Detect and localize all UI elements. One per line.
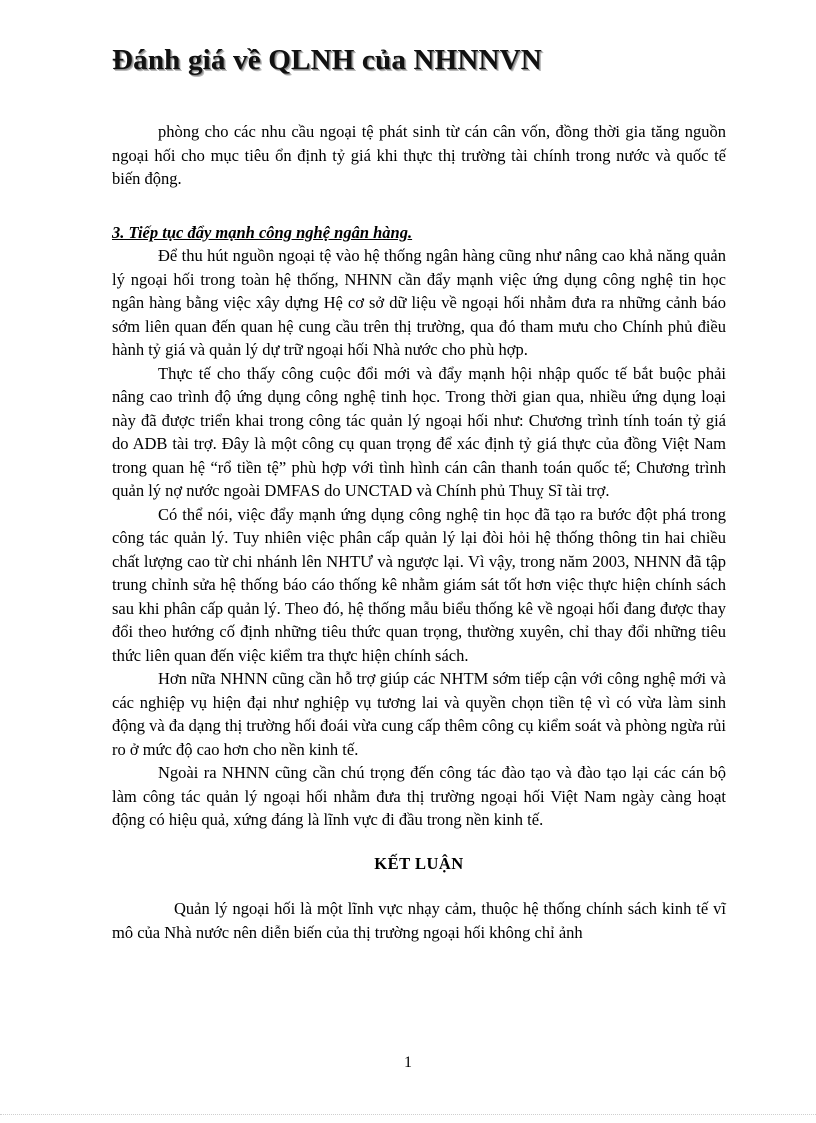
paragraph-1: Để thu hút nguồn ngoại tệ vào hệ thống ngân hàng cũng như nâng cao khả năng quản lý ngoại hối trong toàn hệ thống, NHNN cần đẩy mạnh việc ứng dụng công nghệ tin học ngân hàng bằng việc xây dựng Hệ cơ sở dữ liệu về ngoại hối nhằm đưa ra những cảnh báo sớm liên quan đến quan hệ cung cầu trên thị trường, qua đó tham mưu cho Chính phủ điều hành tỷ giá và quản lý dự trữ ngoại hối Nhà nước cho phù hợp. — [112, 246, 726, 359]
page-number: 1 — [404, 1054, 412, 1071]
conclusion-paragraph: Quản lý ngoại hối là một lĩnh vực nhạy cảm, thuộc hệ thống chính sách kinh tế vĩ mô của Nhà nước nên diễn biến của thị trường ngoại hối không chỉ ảnh — [112, 899, 726, 942]
intro-paragraph: phòng cho các nhu cầu ngoại tệ phát sinh từ cán cân vốn, đồng thời gia tăng nguồn ngoại hối cho mục tiêu ổn định tỷ giá khi thực thị trường tài chính trong nước và quốc tế biến động. — [112, 122, 726, 188]
paragraph-5: Ngoài ra NHNN cũng cần chú trọng đến công tác đào tạo và đào tạo lại các cán bộ làm công tác quản lý ngoại hối nhằm đưa thị trường ngoại hối Việt Nam ngày càng hoạt động có hiệu quả, xứng đáng là lĩnh vực đi đầu trong nền kinh tế. — [112, 763, 726, 829]
page-header-title: Đánh giá về QLNH của NHNNVN — [112, 44, 542, 76]
paragraph-3: Có thể nói, việc đẩy mạnh ứng dụng công nghệ tin học đã tạo ra bước đột phá trong công tác quản lý. Tuy nhiên việc phân cấp quản lý lại đòi hỏi hệ thống thông tin hai chiều chất lượng cao từ chi nhánh lên NHTƯ và ngược lại. Vì vậy, trong năm 2003, NHNN đã tập trung chỉnh sửa hệ thống báo cáo thống kê nhằm giám sát tốt hơn việc thực hiện chính sách sau khi phân cấp quản lý. Theo đó, hệ thống mẫu biểu thống kê về ngoại hối đang được thay đổi theo hướng cố định những tiêu thức quan trọng, thường xuyên, chỉ thay đổi những tiêu thức liên quan đến việc kiểm tra thực hiện chính sách. — [112, 504, 726, 665]
section-heading: 3. Tiếp tục đẩy mạnh công nghệ ngân hàng. — [112, 222, 413, 242]
page-bottom-divider — [0, 1114, 816, 1115]
conclusion-heading: KẾT LUẬN — [374, 853, 464, 873]
paragraph-2: Thực tế cho thấy công cuộc đổi mới và đẩy mạnh hội nhập quốc tế bắt buộc phải nâng cao trình độ ứng dụng công nghệ tinh học. Trong thời gian qua, nhiều ứng dụng loại này đã được triển khai trong công tác quản lý ngoại hối như: Chương trình tính toán tỷ giá do ADB tài trợ. Đây là một công cụ quan trọng để xác định tỷ giá thực của đồng Việt Nam trong quan hệ “rổ tiền tệ” phù hợp với tình hình cán cân thanh toán quốc tế; Chương trình quản lý nợ nước ngoài DMFAS do UNCTAD và Chính phủ Thuỵ Sĩ tài trợ. — [112, 363, 726, 500]
paragraph-4: Hơn nữa NHNN cũng cần hỗ trợ giúp các NHTM sớm tiếp cận với công nghệ mới và các nghiệp vụ hiện đại như nghiệp vụ tương lai và quyền chọn tiền tệ vì có vừa làm sinh động và đa dạng thị trường hối đoái vừa cung cấp thêm công cụ kiểm soát và phòng ngừa rủi ro ở mức độ cao hơn cho nền kinh tế. — [112, 669, 726, 759]
document-body — [112, 120, 726, 944]
